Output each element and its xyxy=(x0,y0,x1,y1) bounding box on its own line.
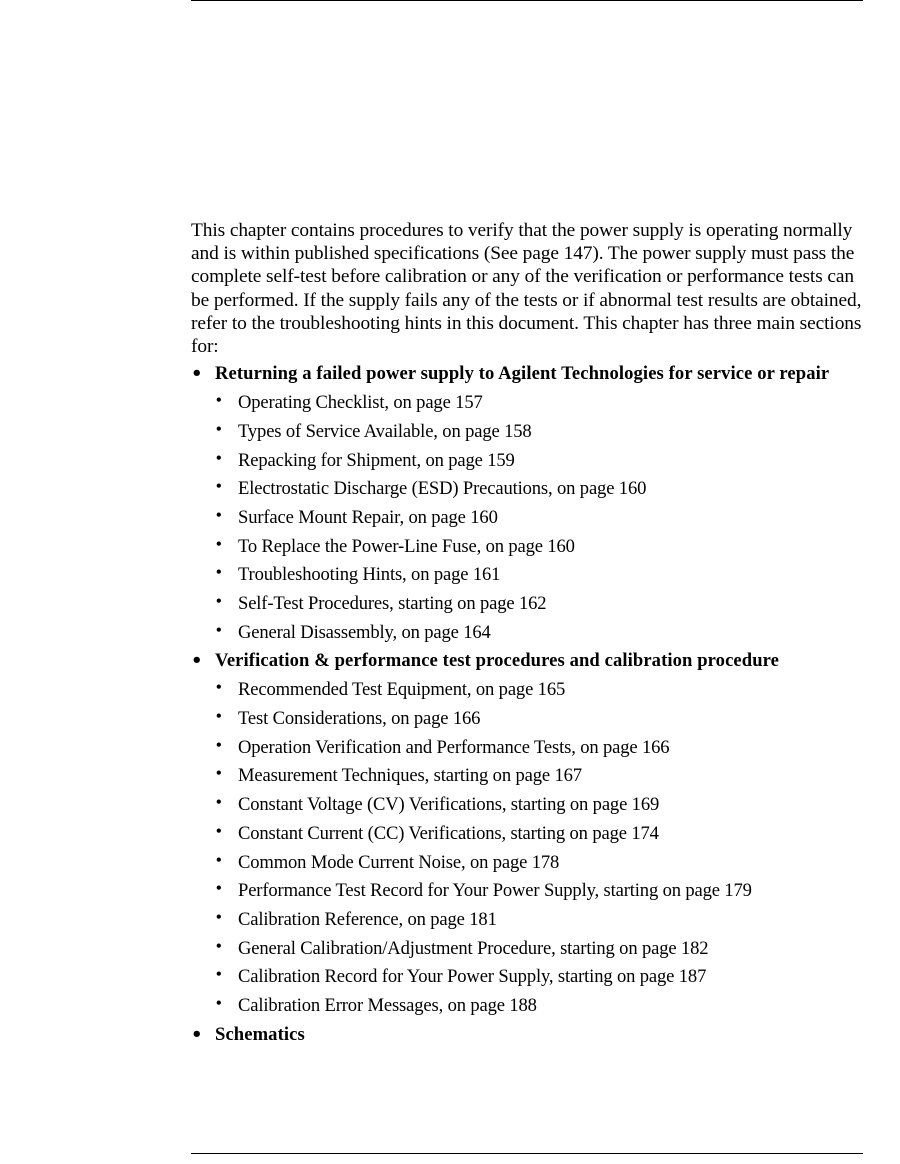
topic-item: • Measurement Techniques, starting on page 167 xyxy=(215,762,863,791)
topic-item: • General Calibration/Adjustment Procedure, starting on page 182 xyxy=(215,935,863,964)
chapter-content xyxy=(191,219,863,1046)
section-item xyxy=(191,1023,863,1046)
bullet-icon: • xyxy=(216,621,222,639)
topic-item: • Test Considerations, on page 166 xyxy=(215,705,863,734)
topic-item: • Surface Mount Repair, on page 160 xyxy=(215,504,863,533)
bullet-icon: • xyxy=(216,966,222,984)
bullet-icon: • xyxy=(216,392,222,410)
topic-list xyxy=(215,676,863,1020)
bullet-icon: • xyxy=(216,994,222,1012)
bullet-icon: • xyxy=(216,420,222,438)
topic-item: • Operating Checklist, on page 157 xyxy=(215,389,863,418)
topic-item: • Calibration Record for Your Power Supply, starting on page 187 xyxy=(215,963,863,992)
bullet-icon: • xyxy=(216,708,222,726)
topic-item: • Recommended Test Equipment, on page 165 xyxy=(215,676,863,705)
bullet-icon: • xyxy=(216,851,222,869)
bullet-icon: • xyxy=(191,1023,203,1045)
section-item xyxy=(191,649,863,1020)
bullet-icon: • xyxy=(216,908,222,926)
topic-item: • Repacking for Shipment, on page 159 xyxy=(215,447,863,476)
topic-item: • To Replace the Power-Line Fuse, on page 160 xyxy=(215,533,863,562)
topic-item: • Calibration Error Messages, on page 188 xyxy=(215,992,863,1021)
section-title: Schematics xyxy=(215,1023,305,1045)
bullet-icon: • xyxy=(216,593,222,611)
bullet-icon: • xyxy=(216,937,222,955)
bullet-icon: • xyxy=(216,880,222,898)
bullet-icon: • xyxy=(216,478,222,496)
topic-item: • Troubleshooting Hints, on page 161 xyxy=(215,561,863,590)
bottom-rule xyxy=(191,1153,863,1154)
section-item xyxy=(191,362,863,647)
bullet-icon: • xyxy=(191,650,203,672)
topic-item: • Self-Test Procedures, starting on page 162 xyxy=(215,590,863,619)
bullet-icon: • xyxy=(216,765,222,783)
bullet-icon: • xyxy=(216,822,222,840)
topic-item: • General Disassembly, on page 164 xyxy=(215,619,863,648)
bullet-icon: • xyxy=(216,564,222,582)
topic-item: • Common Mode Current Noise, on page 178 xyxy=(215,849,863,878)
section-title: Verification & performance test procedures and calibration procedure xyxy=(215,650,780,672)
topic-item: • Types of Service Available, on page 158 xyxy=(215,418,863,447)
topic-item: • Operation Verification and Performance Tests, on page 166 xyxy=(215,734,863,763)
topic-item: • Constant Voltage (CV) Verifications, starting on page 169 xyxy=(215,791,863,820)
bullet-icon: • xyxy=(216,679,222,697)
top-rule xyxy=(191,0,863,1)
bullet-icon: • xyxy=(216,506,222,524)
bullet-icon: • xyxy=(216,736,222,754)
bullet-icon: • xyxy=(216,449,222,467)
intro-paragraph: This chapter contains procedures to verify that the power supply is operating normally and is within published specifications (See page 147). The power supply must pass the complete self-test before calibration or any of the verification or performance tests can be performed. If the supply fails any of the tests or if abnormal test results are obtained, refer to the troubleshooting hints in this document. This chapter has three main sections for: xyxy=(191,220,862,358)
bullet-icon: • xyxy=(191,363,203,385)
bullet-icon: • xyxy=(216,535,222,553)
section-title: Returning a failed power supply to Agilent Technologies for service or repair xyxy=(215,363,830,385)
bullet-icon: • xyxy=(216,794,222,812)
topic-item: • Performance Test Record for Your Power Supply, starting on page 179 xyxy=(215,877,863,906)
section-list xyxy=(191,362,863,1045)
topic-item: • Constant Current (CC) Verifications, starting on page 174 xyxy=(215,820,863,849)
topic-item: • Calibration Reference, on page 181 xyxy=(215,906,863,935)
topic-list xyxy=(215,389,863,647)
topic-item: • Electrostatic Discharge (ESD) Precautions, on page 160 xyxy=(215,475,863,504)
